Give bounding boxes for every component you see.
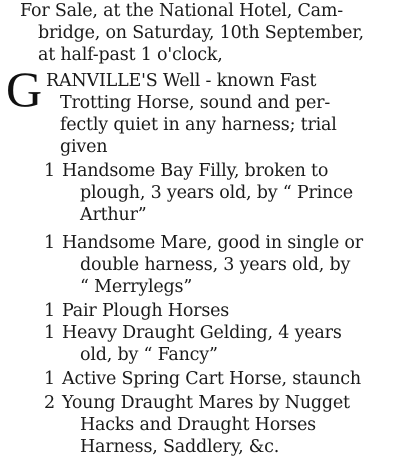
- item-quantity: 1: [44, 323, 55, 343]
- item-line: Active Spring Cart Horse, staunch: [62, 369, 361, 389]
- lead-line-4: given: [60, 137, 108, 157]
- item-line: plough, 3 years old, by “ Prince: [80, 183, 353, 203]
- item-quantity: 1: [44, 301, 55, 321]
- item-line: Handsome Mare, good in single or: [62, 233, 363, 253]
- intro-line-1: For Sale, at the National Hotel, Cam-: [20, 1, 344, 21]
- item-quantity: 2: [44, 393, 55, 413]
- item-line: Arthur”: [80, 205, 147, 225]
- item-line: Heavy Draught Gelding, 4 years: [62, 323, 342, 343]
- item-line: old, by “ Fancy”: [80, 345, 218, 365]
- item-line: Young Draught Mares by Nugget: [62, 393, 350, 413]
- item-quantity: 1: [44, 369, 55, 389]
- item-quantity: 1: [44, 233, 55, 253]
- item-line: Hacks and Draught Horses: [80, 415, 316, 435]
- intro-line-3: at half-past 1 o'clock,: [38, 45, 223, 65]
- lead-line-3: fectly quiet in any harness; trial: [60, 115, 337, 135]
- item-line: double harness, 3 years old, by: [80, 255, 351, 275]
- lead-line-2: Trotting Horse, sound and per-: [60, 93, 331, 113]
- item-line: Harness, Saddlery, &c.: [80, 437, 280, 457]
- item-line: Pair Plough Horses: [62, 301, 230, 321]
- intro-line-2: bridge, on Saturday, 10th September,: [38, 23, 364, 43]
- drop-cap-letter: G: [6, 61, 43, 117]
- item-line: Handsome Bay Filly, broken to: [62, 161, 329, 181]
- item-line: “ Merrylegs”: [80, 277, 193, 297]
- lead-line-1: RANVILLE'S Well - known Fast: [46, 71, 317, 91]
- item-quantity: 1: [44, 161, 55, 181]
